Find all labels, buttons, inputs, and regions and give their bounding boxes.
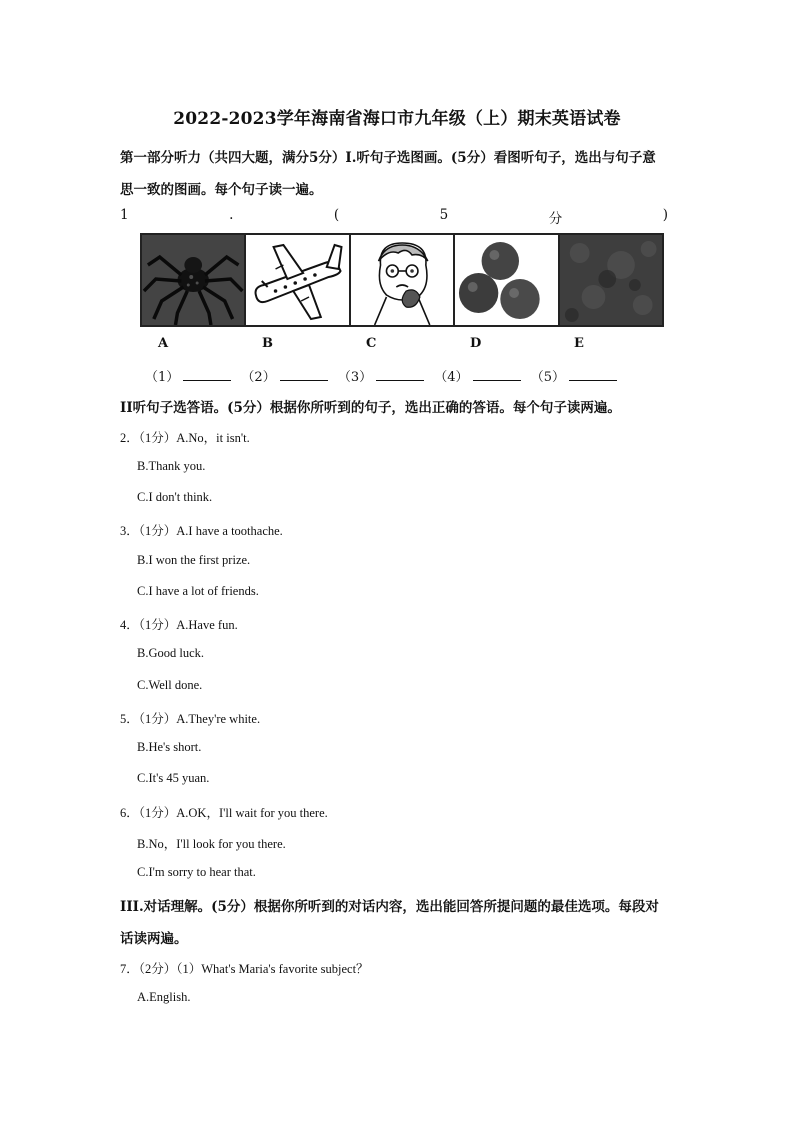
page-title: 2022-2023学年海南省海口市九年级（上）期末英语试卷	[173, 109, 621, 129]
question-5-option-c: C.It's 45 yuan.	[137, 771, 210, 785]
part2-heading: II听句子选答语。(5分）根据你所听到的句子，选出正确的答语。每个句子读两遍。	[120, 400, 621, 416]
blank-label-5: （5）	[530, 370, 565, 385]
question-2-option-b: B.Thank you.	[137, 459, 206, 473]
question-6-option-c: C.I'm sorry to hear that.	[137, 865, 256, 879]
answer-blank-5[interactable]	[569, 368, 617, 381]
question-5-stem: 5．（1分）A.They're white.	[120, 712, 261, 726]
picture-d-three-balls	[455, 235, 559, 325]
q1-open-paren: (	[333, 207, 340, 223]
q1-dot: .	[229, 207, 234, 223]
question-3-option-c: C.I have a lot of friends.	[137, 584, 259, 598]
label-a: A	[158, 336, 169, 351]
question-4-option-c: C.Well done.	[137, 678, 203, 692]
question-7-option-a: A.English.	[137, 990, 191, 1004]
label-b: B	[262, 336, 273, 351]
part3-heading-line2: 话读两遍。	[120, 931, 188, 947]
blank-label-3: （3）	[337, 370, 373, 385]
question-7-stem: 7．（2分）（1）What's Maria's favorite subject？	[120, 962, 369, 976]
question-2-stem: 2．（1分）A.No，it isn't.	[120, 431, 250, 445]
blank-label-1: （1）	[145, 370, 180, 385]
label-d: D	[470, 336, 482, 351]
answer-blank-1[interactable]	[183, 368, 231, 381]
question-4-option-b: B.Good luck.	[137, 646, 205, 660]
q1-unit: 分	[548, 211, 563, 227]
picture-labels	[140, 336, 664, 354]
answer-blanks-row	[145, 366, 623, 385]
question-3-option-b: B.I won the first prize.	[137, 553, 251, 567]
label-e: E	[574, 336, 584, 351]
picture-a-spider	[142, 235, 246, 325]
question-2-option-c: C.I don't think.	[137, 490, 213, 504]
blank-label-4: （4）	[434, 370, 469, 385]
picture-c-person-with-toothache	[351, 235, 455, 325]
question-5-option-b: B.He's short.	[137, 740, 202, 754]
q1-score: 5	[439, 207, 449, 223]
q1-number: 1	[120, 207, 129, 223]
q1-close-paren: )	[662, 207, 668, 223]
question-1-line	[120, 207, 668, 225]
question-4-stem: 4．（1分）A.Have fun.	[120, 618, 238, 632]
question-3-stem: 3．（1分）A.I have a toothache.	[120, 524, 283, 538]
picture-e-dark-texture	[560, 235, 662, 325]
label-c: C	[366, 336, 377, 351]
question-6-option-b: B.No，I'll look for you there.	[137, 837, 286, 851]
picture-strip	[140, 233, 664, 327]
answer-blank-3[interactable]	[376, 368, 424, 381]
answer-blank-2[interactable]	[280, 368, 328, 381]
part1-intro-line1: 第一部分听力（共四大题，满分5分）I.听句子选图画。(5分）看图听句子，选出与句子意	[120, 150, 656, 166]
part3-heading-line1: III.对话理解。(5分）根据你所听到的对话内容，选出能回答所提问题的最佳选项。每段对	[120, 899, 659, 915]
part1-intro-line2: 思一致的图画。每个句子读一遍。	[120, 182, 323, 198]
blank-label-2: （2）	[241, 370, 276, 385]
answer-blank-4[interactable]	[473, 368, 521, 381]
question-6-stem: 6．（1分）A.OK，I'll wait for you there.	[120, 806, 328, 820]
picture-b-airplane	[246, 235, 350, 325]
